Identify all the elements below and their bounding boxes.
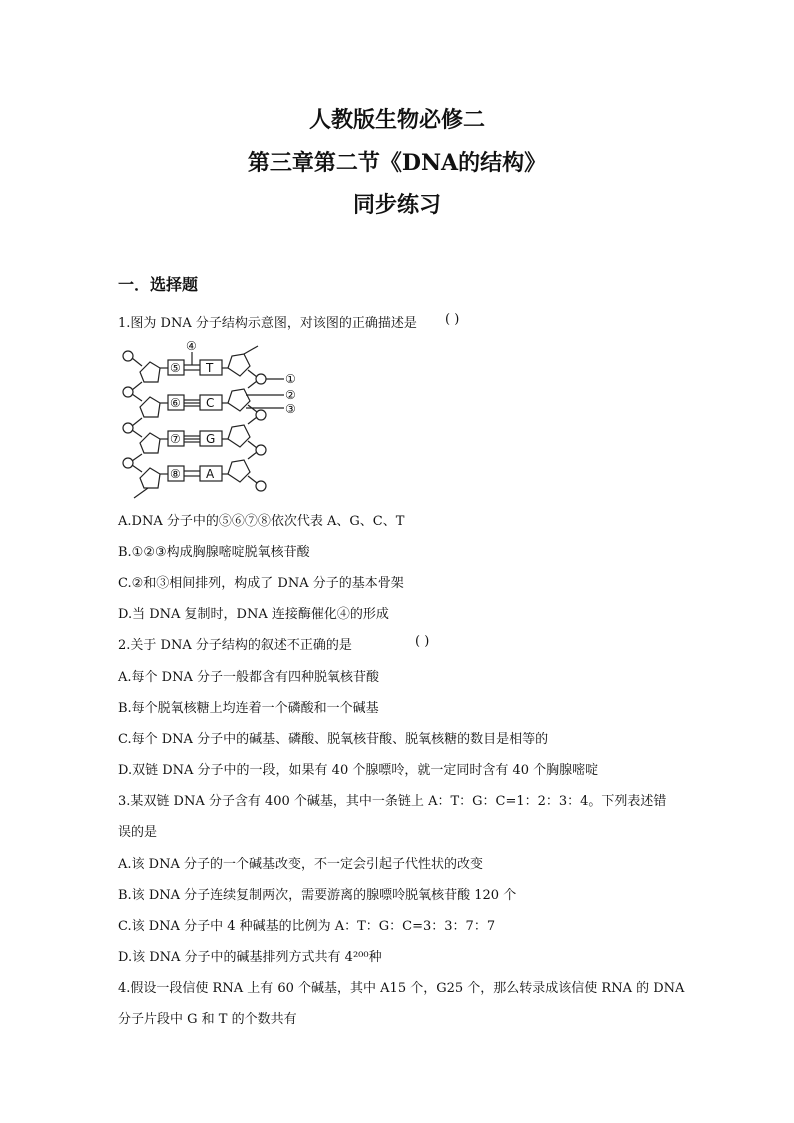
option-1b: B.①②③构成胸腺嘧啶脱氧核苷酸 xyxy=(118,545,310,560)
option-1c: C.②和③相间排列，构成了 DNA 分子的基本骨架 xyxy=(118,576,404,591)
dna-structure-diagram xyxy=(116,338,316,503)
label-4: ④ xyxy=(186,339,197,353)
question-3-stem-line2: 误的是 xyxy=(118,825,158,840)
question-1-stem: 1.图为 DNA 分子结构示意图，对该图的正确描述是 xyxy=(118,316,417,331)
label-3: ③ xyxy=(285,402,296,416)
base-T: T xyxy=(206,361,214,375)
doc-title: 人教版生物必修二 xyxy=(308,107,485,133)
option-3a: A.该 DNA 分子的一个碱基改变，不一定会引起子代性状的改变 xyxy=(118,857,483,872)
label-7: ⑦ xyxy=(170,432,181,446)
label-5: ⑤ xyxy=(170,361,181,375)
option-3c: C.该 DNA 分子中 4 种碱基的比例为 A：T：G：C=3：3：7：7 xyxy=(118,919,496,934)
option-2a: A.每个 DNA 分子一般都含有四种脱氧核苷酸 xyxy=(118,670,379,685)
option-2b: B.每个脱氧核糖上均连着一个磷酸和一个碱基 xyxy=(118,701,379,716)
base-A: A xyxy=(206,467,215,481)
question-2-stem: 2.关于 DNA 分子结构的叙述不正确的是 xyxy=(118,638,352,653)
label-6: ⑥ xyxy=(170,396,181,410)
option-1a: A.DNA 分子中的⑤⑥⑦⑧依次代表 A、G、C、T xyxy=(118,514,405,529)
label-1: ① xyxy=(285,372,296,386)
label-2: ② xyxy=(285,388,296,402)
doc-subtitle: 第三章第二节《DNA的结构》 xyxy=(247,150,547,176)
question-4-stem-line2: 分子片段中 G 和 T 的个数共有 xyxy=(118,1012,297,1027)
option-2c: C.每个 DNA 分子中的碱基、磷酸、脱氧核苷酸、脱氧核糖的数目是相等的 xyxy=(118,732,549,747)
answer-paren-1: ( ) xyxy=(445,312,460,327)
option-3d: D.该 DNA 分子中的碱基排列方式共有 4²⁰⁰种 xyxy=(118,950,382,965)
option-1d: D.当 DNA 复制时，DNA 连接酶催化④的形成 xyxy=(118,607,389,622)
option-3b: B.该 DNA 分子连续复制两次，需要游离的腺嘌呤脱氧核苷酸 120 个 xyxy=(118,888,517,903)
base-C: C xyxy=(206,396,215,410)
question-4-stem-line1: 4.假设一段信使 RNA 上有 60 个碱基，其中 A15 个，G25 个，那么转录成该信使 RNA 的 DNA xyxy=(118,981,685,996)
question-3-stem-line1: 3.某双链 DNA 分子含有 400 个碱基，其中一条链上 A：T：G：C=1：2：3：4。下列表述错 xyxy=(118,794,667,809)
label-8: ⑧ xyxy=(170,467,181,481)
option-2d: D.双链 DNA 分子中的一段，如果有 40 个腺嘌呤，就一定同时含有 40 个胸腺嘧啶 xyxy=(118,763,599,778)
doc-subtitle-practice: 同步练习 xyxy=(352,192,441,218)
section-heading: 一．选择题 xyxy=(118,275,199,294)
answer-paren-2: ( ) xyxy=(415,634,430,649)
base-G: G xyxy=(206,432,216,446)
